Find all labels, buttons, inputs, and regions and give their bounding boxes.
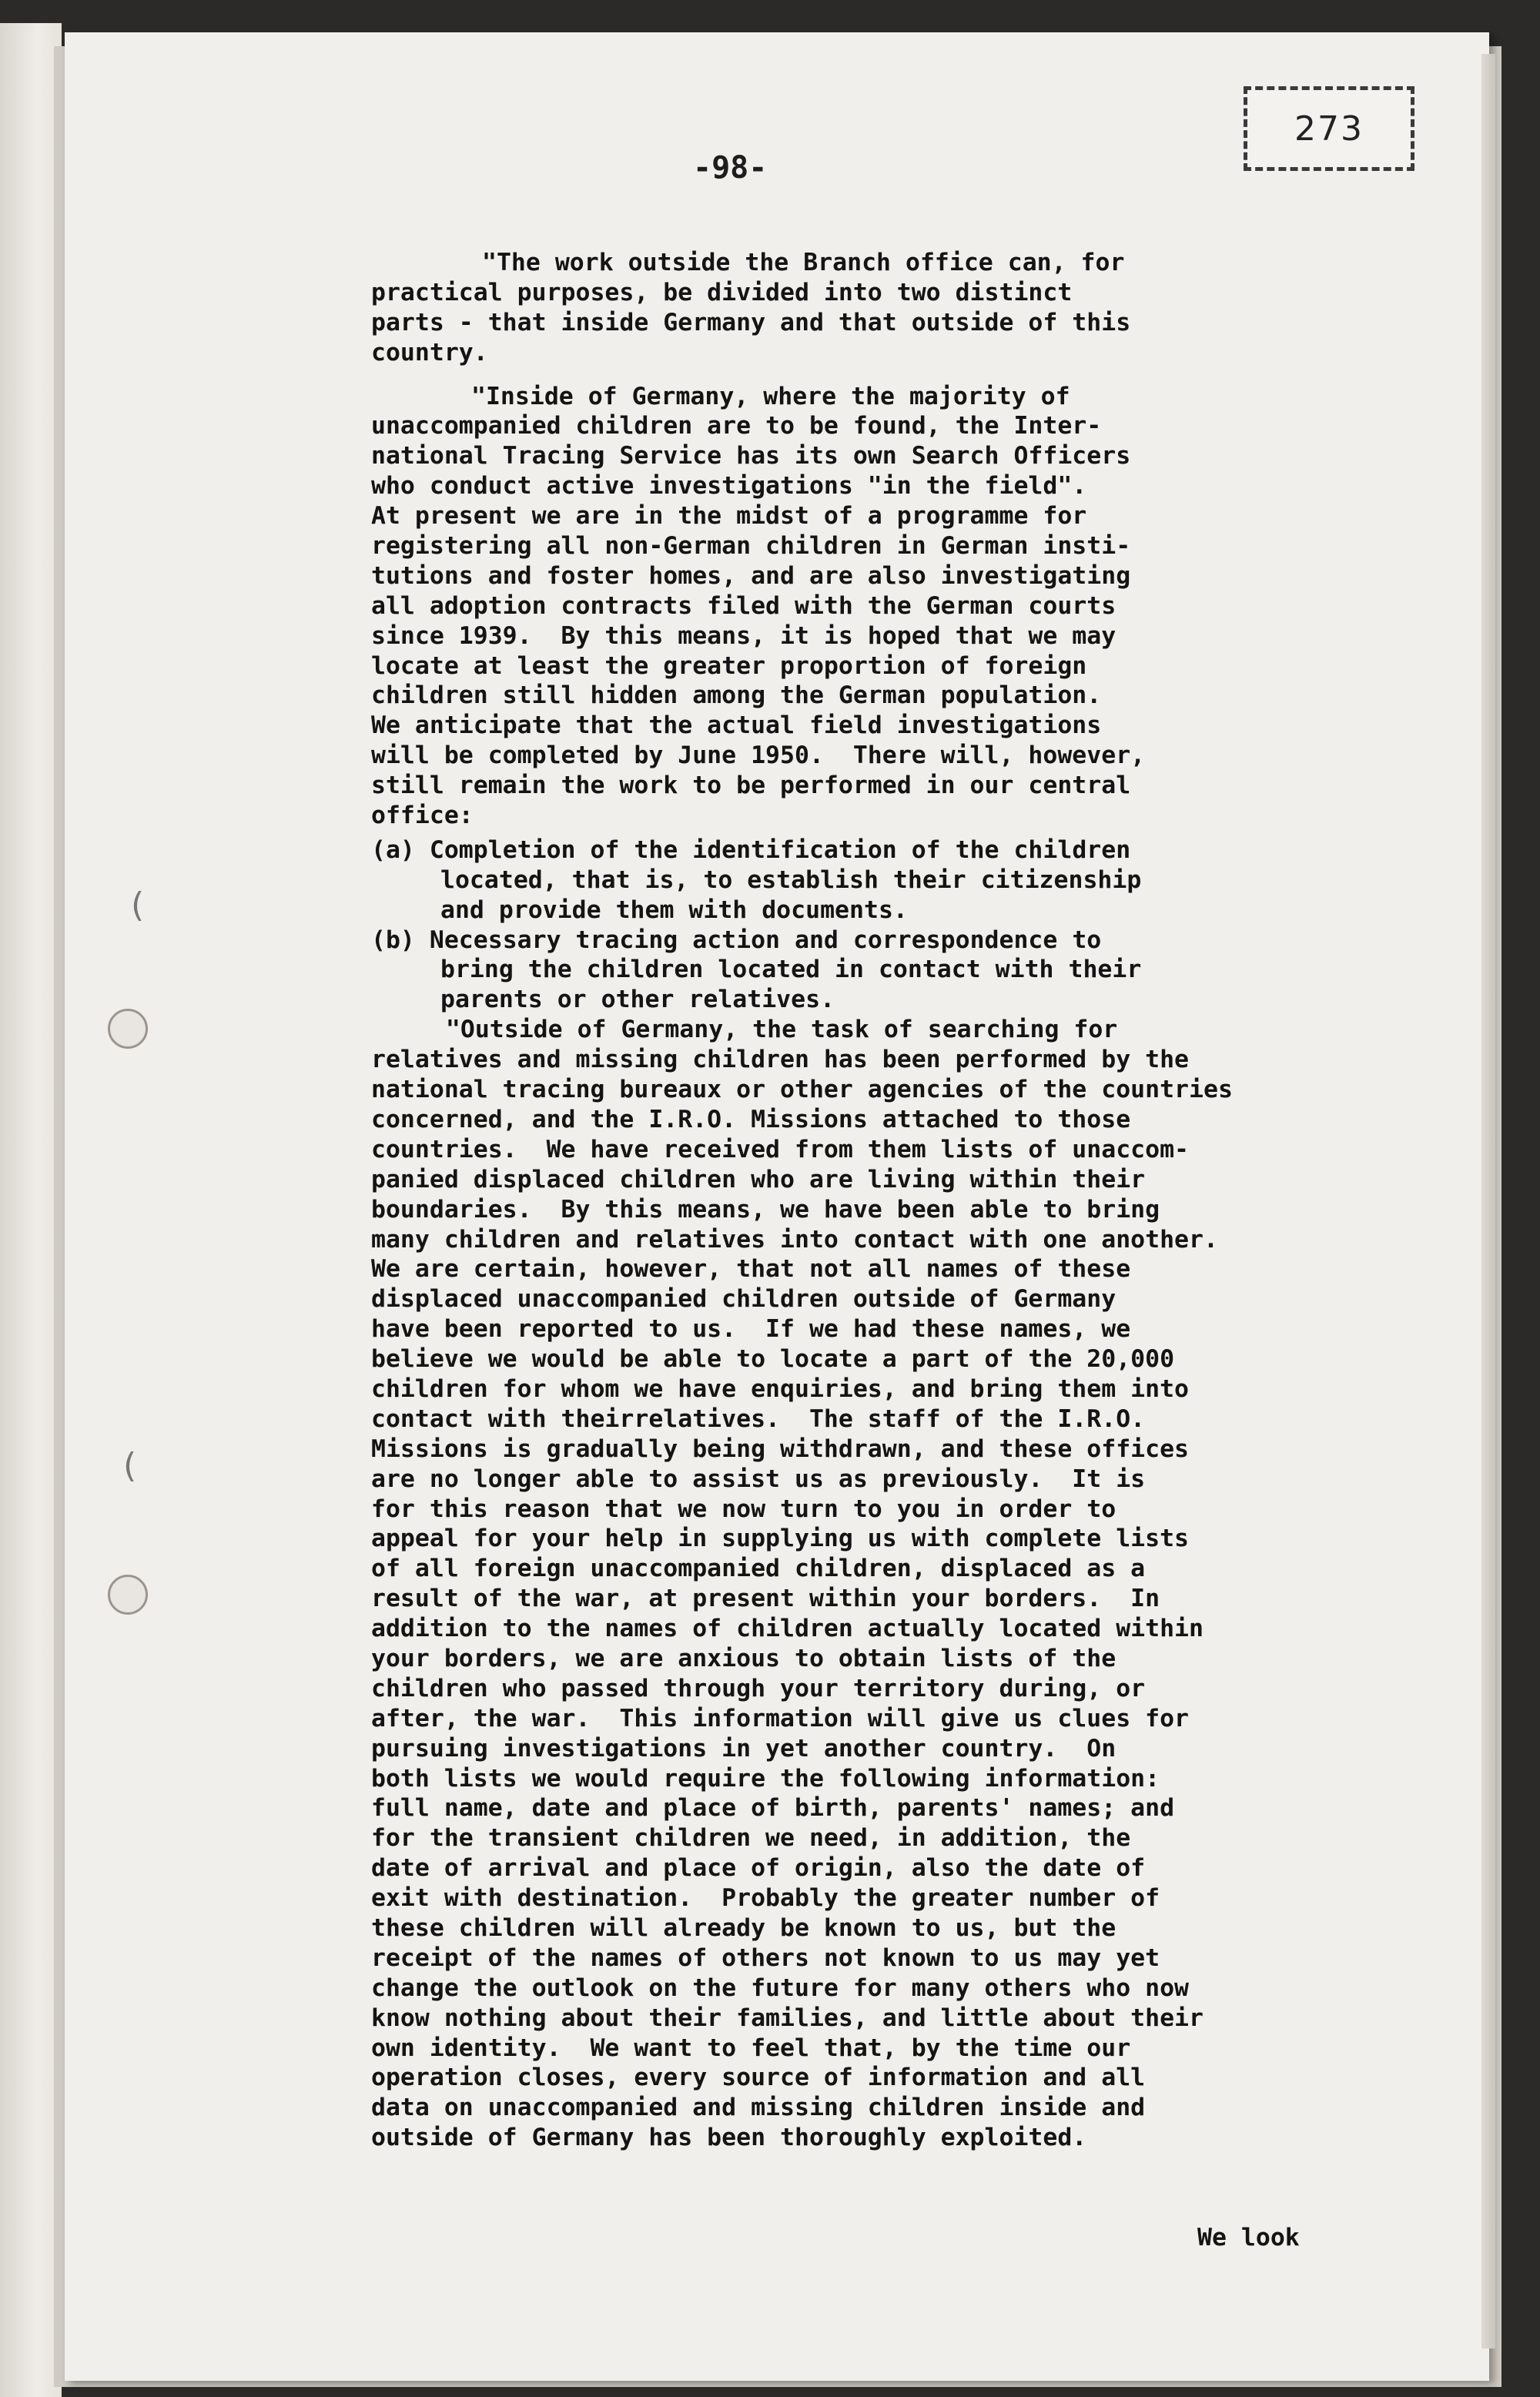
- list-item-line: located, that is, to establish their citizenship: [440, 865, 1142, 894]
- text-line: boundaries. By this means, we have been able to bring: [371, 1195, 1160, 1224]
- text-line: believe we would be able to locate a part of the 20,000: [371, 1345, 1175, 1374]
- text-line: national Tracing Service has its own Search Officers: [371, 442, 1131, 470]
- paragraph-2: [371, 382, 1480, 831]
- paragraph-3: [371, 1015, 1480, 2153]
- text-line: full name, date and place of birth, parents' names; and: [371, 1794, 1175, 1823]
- text-line: all adoption contracts filed with the German courts: [371, 591, 1116, 620]
- text-line: practical purposes, be divided into two distinct: [371, 278, 1073, 306]
- text-line: "Inside of Germany, where the majority of: [471, 382, 1070, 410]
- text-line: "Outside of Germany, the task of searching for: [402, 1016, 1118, 1044]
- page-stack-edge: [1481, 54, 1495, 2348]
- text-line: panied displaced children who are living within their: [371, 1165, 1146, 1193]
- margin-mark: (: [123, 1446, 137, 1485]
- text-line: registering all non-German children in German insti-: [371, 532, 1131, 561]
- text-line: country.: [371, 338, 488, 367]
- folio-stamp: [1244, 86, 1414, 171]
- catchword: We look: [1197, 2224, 1300, 2251]
- text-line: outside of Germany has been thoroughly exploited.: [371, 2124, 1087, 2152]
- text-line: contact with theirrelatives. The staff of the I.R.O.: [371, 1404, 1146, 1433]
- punch-hole: [108, 1575, 148, 1615]
- text-line: children still hidden among the German population.: [371, 681, 1102, 710]
- text-line: appeal for your help in supplying us with complete lists: [371, 1525, 1190, 1553]
- text-line: are no longer able to assist us as previously. It is: [371, 1465, 1146, 1493]
- text-line: office:: [371, 802, 474, 830]
- text-line: "The work outside the Branch office can, for: [482, 249, 1125, 276]
- paragraph-1: [371, 248, 1480, 368]
- text-line: parts - that inside Germany and that outside of this: [371, 308, 1131, 336]
- text-line: change the outlook on the future for many others who now: [371, 1974, 1190, 2002]
- text-line: many children and relatives into contact with one another.: [371, 1225, 1218, 1254]
- text-line: countries. We have received from them lists of unaccom-: [371, 1135, 1190, 1163]
- text-line: data on unaccompanied and missing children inside and: [371, 2094, 1146, 2122]
- text-line: who conduct active investigations "in the field".: [371, 472, 1087, 500]
- text-line: after, the war. This information will give us clues for: [371, 1704, 1190, 1732]
- text-line: pursuing investigations in yet another country. On: [371, 1734, 1116, 1763]
- folio-number: 273: [1294, 109, 1364, 149]
- text-line: result of the war, at present within your borders. In: [371, 1585, 1160, 1613]
- text-line: know nothing about their families, and little about their: [371, 2004, 1204, 2032]
- text-line: date of arrival and place of origin, also the date of: [371, 1854, 1146, 1883]
- list-item-a: [371, 835, 1480, 926]
- list-marker: (b): [371, 926, 415, 954]
- text-line: will be completed by June 1950. There will, however,: [371, 742, 1146, 770]
- text-line: At present we are in the midst of a programme for: [371, 502, 1087, 531]
- text-line: for this reason that we now turn to you in order to: [371, 1495, 1116, 1523]
- text-line: We are certain, however, that not all names of these: [371, 1255, 1131, 1284]
- text-line: locate at least the greater proportion of foreign: [371, 651, 1087, 680]
- list-item-b: [371, 926, 1480, 1016]
- text-line: operation closes, every source of information and all: [371, 2064, 1146, 2092]
- page-number: -98-: [693, 150, 768, 186]
- text-line: exit with destination. Probably the greater number of: [371, 1884, 1160, 1913]
- text-line: your borders, we are anxious to obtain lists of the: [371, 1644, 1116, 1672]
- text-line: national tracing bureaux or other agencies of the countries: [371, 1076, 1233, 1104]
- margin-mark: (: [131, 885, 145, 925]
- list-item-line: parents or other relatives.: [440, 986, 835, 1014]
- text-line: children for whom we have enquiries, and bring them into: [371, 1374, 1190, 1403]
- text-line: Missions is gradually being withdrawn, and these offices: [371, 1435, 1190, 1463]
- text-line: concerned, and the I.R.O. Missions attached to those: [371, 1105, 1131, 1133]
- text-line: displaced unaccompanied children outside of Germany: [371, 1285, 1116, 1314]
- list-item-line: (b) Necessary tracing action and correspondence to: [371, 926, 1102, 954]
- list-marker: (a): [371, 835, 415, 864]
- list-item-line: (a) Completion of the identification of the children: [371, 835, 1131, 864]
- text-line: addition to the names of children actually located within: [371, 1615, 1204, 1643]
- text-line: still remain the work to be performed in our central: [371, 772, 1131, 800]
- text-line: for the transient children we need, in addition, the: [371, 1824, 1131, 1853]
- text-line: We anticipate that the actual field investigations: [371, 711, 1102, 740]
- text-line: since 1939. By this means, it is hoped that we may: [371, 621, 1116, 650]
- body-text: [371, 248, 1480, 2153]
- text-line: children who passed through your territory during, or: [371, 1674, 1146, 1702]
- list-item-line: bring the children located in contact with their: [440, 956, 1142, 984]
- text-line: these children will already be known to us, but the: [371, 1913, 1116, 1942]
- text-line: both lists we would require the following information:: [371, 1764, 1160, 1793]
- text-line: unaccompanied children are to be found, the Inter-: [371, 412, 1102, 440]
- text-line: own identity. We want to feel that, by the time our: [371, 2034, 1131, 2062]
- text-line: have been reported to us. If we had these names, we: [371, 1315, 1131, 1344]
- previous-page-edge: [0, 23, 62, 2397]
- text-line: relatives and missing children has been performed by the: [371, 1046, 1190, 1074]
- text-line: receipt of the names of others not known to us may yet: [371, 1943, 1160, 1972]
- text-line: tutions and foster homes, and are also investigating: [371, 561, 1131, 590]
- text-line: of all foreign unaccompanied children, displaced as a: [371, 1555, 1146, 1583]
- punch-hole: [108, 1009, 148, 1049]
- list-item-line: and provide them with documents.: [440, 896, 908, 924]
